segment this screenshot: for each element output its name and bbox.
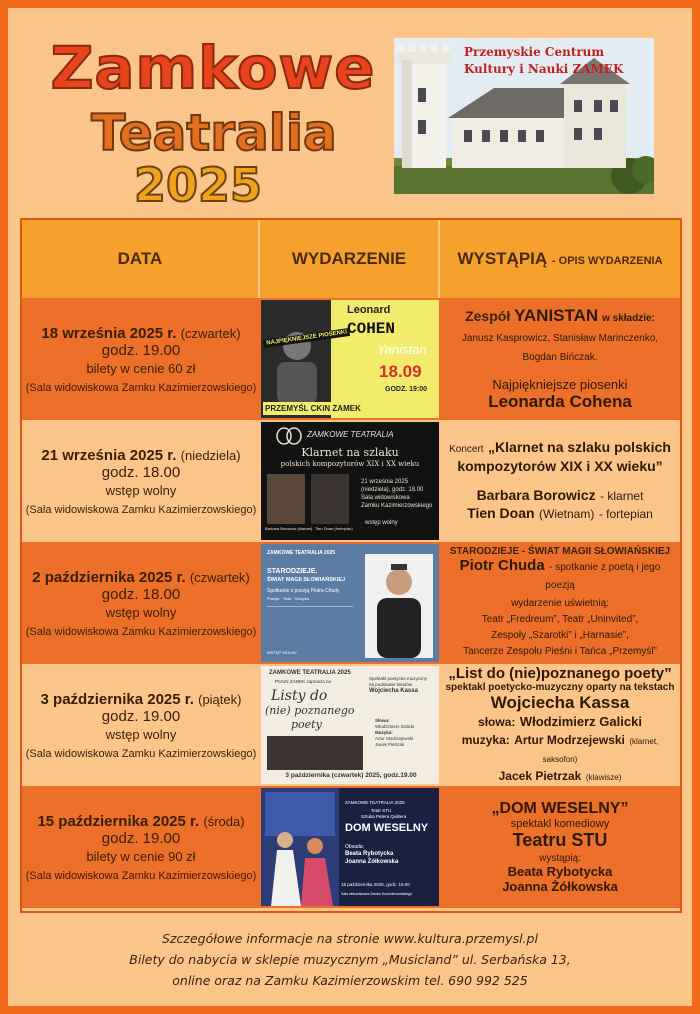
castle-photo — [394, 38, 654, 194]
desc-i: Jacek Pietrzak — [498, 769, 582, 783]
desc-b: „Klarnet na szlaku polskich kompozytorów XIX i XX wieku” — [457, 439, 671, 474]
poster-line3: poety — [291, 718, 322, 731]
event-time: godz. 19.00 — [101, 829, 181, 847]
poster-time: (niedziela), godz. 18.00 — [361, 487, 424, 493]
desc-c: Wojciecha Kassa — [490, 693, 630, 712]
header-performers — [440, 220, 680, 298]
event-venue: (Sala widowiskowa Zamku Kazimierzowskiego) — [25, 503, 257, 516]
poster-klarnet — [261, 422, 439, 540]
desc-f: Najpiękniejsze piosenki — [492, 377, 628, 392]
date-cell — [22, 664, 260, 786]
poster-entry: WSTĘP WOLNY — [267, 650, 297, 655]
poster-dom-weselny — [261, 788, 439, 906]
date-text: 15 października 2025 r. — [37, 812, 200, 830]
castle-caption-line-2: Kultury i Nauki ZAMEK — [464, 62, 624, 76]
poster-sub1: Teatr STU — [371, 808, 392, 813]
poster-footer: PRZEMYŚL CKiN ZAMEK — [263, 402, 373, 415]
desc-c: w składzie: — [602, 313, 655, 324]
desc-g: - fortepian — [598, 507, 653, 521]
theatre-masks-icon — [275, 426, 303, 446]
desc-f: Joanna Żółkowska — [502, 879, 618, 894]
desc-b: Piotr Chuda — [459, 557, 545, 574]
desc-e: Włodzimierz Galicki — [519, 714, 642, 729]
event-date — [41, 447, 240, 464]
desc-d: Janusz Kasprowicz, Stanisław Marinczenko, — [461, 333, 659, 344]
desc-e: Beata Rybotycka — [507, 864, 613, 879]
header-performers-label: WYSTĄPIĄ — [457, 248, 548, 268]
event-venue: (Sala widowiskowa Zamku Kazimierzowskiego) — [25, 869, 257, 882]
poster-line3: Yanistan — [377, 342, 427, 357]
poster-line1: STARODZIEJE. — [267, 568, 318, 575]
poster-venue1: Sala widowiskowa — [361, 495, 410, 501]
poster-starodzieje — [261, 544, 439, 662]
desc-g: Tancerze Zespołu Pieśni i Tańca „Przemyśl” — [463, 646, 657, 657]
event-poster-cell — [260, 420, 440, 542]
event-date — [41, 691, 242, 708]
castle-caption-line-1: Przemyskie Centrum — [464, 45, 605, 59]
poster-s4: Artur Modrzejewski — [375, 736, 414, 741]
poet-silhouette — [365, 554, 433, 658]
desc-c: - spotkanie z poetą i jego poezją — [545, 562, 661, 591]
desc-a: Koncert — [449, 444, 484, 455]
footer-info — [8, 928, 692, 991]
event-price: wstęp wolny — [105, 482, 177, 498]
desc-poet-line — [444, 557, 676, 593]
poster-s5: Jacek Pietrzak — [375, 742, 405, 747]
poster-head: ZAMKOWE TEATRALIA 2025 — [267, 550, 336, 556]
desc-music — [444, 731, 676, 767]
description-cell — [440, 298, 680, 420]
date-text: 18 września 2025 r. — [41, 324, 177, 342]
poster-head: ZAMKOWE TEATRALIA 2025 — [345, 800, 405, 805]
title-line-1: Zamkowe — [50, 34, 376, 102]
event-poster-cell — [260, 298, 440, 420]
desc-a: STARODZIEJE - ŚWIAT MAGII SŁOWIAŃSKIEJ — [449, 546, 671, 557]
poster-venue2: Zamku Kazimierzowskiego — [361, 503, 433, 509]
desc-words — [478, 713, 642, 731]
desc-d: wydarzenie uświetnią: — [511, 598, 609, 609]
poster-badge: NAJPIĘKNIEJSZE PIOSENKI — [263, 328, 351, 348]
weekday-text: (piątek) — [198, 691, 242, 707]
poster-date: 21 września 2025 — [361, 479, 409, 485]
date-text: 21 września 2025 r. — [41, 446, 177, 464]
poster-line1: Leonard — [347, 304, 391, 316]
poster-actress-1: Beata Rybotycka — [345, 851, 394, 857]
footer-line-2: Bilety do nabycia w sklepie muzycznym „Musicland” ul. Serbańska 13, — [129, 952, 571, 967]
poster-s2: Włodzimierz Galicki — [375, 724, 415, 729]
performer-photo-2 — [311, 474, 349, 524]
event-price: wstęp wolny — [105, 726, 177, 742]
description-cell — [440, 420, 680, 542]
event-venue: (Sala widowiskowa Zamku Kazimierzowskiego) — [25, 381, 257, 394]
event-time: godz. 19.00 — [101, 707, 181, 725]
poster-credits — [375, 718, 414, 748]
footer-line-1: Szczegółowe informacje na stronie www.kultura.przemysl.pl — [162, 931, 538, 946]
table-row — [22, 298, 680, 420]
poster-line4: Poezja · Teatr · Muzyka — [267, 596, 309, 601]
event-date — [41, 325, 240, 342]
description-cell — [440, 786, 680, 908]
poster-time: GODZ. 19:00 — [385, 386, 428, 393]
desc-a: „List do (nie)poznanego poety” — [448, 665, 672, 682]
date-cell — [22, 420, 260, 542]
desc-e: Tien Doan — [467, 505, 535, 521]
desc-f: muzyka: — [461, 733, 510, 747]
event-poster-cell — [260, 542, 440, 664]
desc-b: spektakl poetycko-muzyczny oparty na tekstach — [445, 682, 675, 693]
poster-line2: polskich kompozytorów XIX i XX wieku — [280, 460, 420, 468]
poster-stage-photo — [267, 736, 363, 770]
event-poster-cell — [260, 664, 440, 786]
poster-cap2: Tien Doan (fortepian) — [315, 526, 353, 531]
poster-right — [369, 676, 427, 694]
poster-line2: (nie) poznanego — [265, 704, 355, 717]
date-cell — [22, 542, 260, 664]
desc-b: YANISTAN — [514, 306, 599, 325]
desc-g: Leonarda Cohena — [488, 392, 632, 411]
title-line-3: 2025 — [133, 158, 263, 212]
event-poster-cell — [260, 786, 440, 908]
desc-e: Teatr „Fredreum”, Teatr „Uninvited”, — [481, 614, 639, 625]
desc-h: (klarnet, saksofon) — [542, 737, 659, 764]
desc-f: (Wietnam) — [539, 507, 595, 521]
footer-line-3: online oraz na Zamku Kazimierzowskim tel. 690 992 525 — [172, 973, 528, 988]
event-date — [37, 813, 244, 830]
poster-line3: Spotkanie z poezją Piotra Chudy — [267, 588, 340, 594]
poster-page — [8, 8, 692, 1006]
header-performers-sub: - OPIS WYDARZENIA — [551, 254, 663, 267]
table-row — [22, 542, 680, 664]
poster-sub2: Sztuka Petera Quiltera — [361, 814, 407, 819]
event-price: wstęp wolny — [105, 604, 177, 620]
event-price: bilety w cenie 60 zł — [86, 360, 196, 376]
poster-entry: wstęp wolny — [365, 520, 398, 526]
festival-title — [8, 8, 408, 223]
poster-r3: Wojciecha Kassa — [369, 688, 418, 694]
title-line-2: Teatralia — [91, 104, 337, 162]
event-price: bilety w cenie 90 zł — [86, 848, 196, 864]
desc-performer-2 — [467, 505, 653, 523]
poster-date: 15 października 2025, godz. 19.00 — [341, 882, 410, 887]
poster-photo — [261, 788, 339, 906]
poster-listy — [261, 666, 439, 784]
table-header — [22, 220, 680, 298]
poster-head: ZAMKOWE TEATRALIA — [307, 430, 394, 439]
poster-s3: Muzyka: — [375, 730, 393, 735]
date-text: 2 października 2025 r. — [32, 568, 186, 586]
date-cell — [22, 298, 260, 420]
desc-title-line — [444, 439, 676, 475]
weekday-text: (środa) — [203, 813, 245, 829]
desc-g: Artur Modrzejewski — [514, 733, 625, 747]
desc-band-line — [465, 306, 655, 326]
poster-line1: Listy do — [271, 688, 328, 704]
weekday-text: (czwartek) — [180, 325, 241, 341]
poster-cap1: Barbara Borowicz (klarnet) — [265, 526, 313, 531]
desc-e: Bogdan Bińczak. — [522, 352, 598, 363]
poster-venue: Sala widowiskowa Zamku Kazimierzowskiego — [341, 892, 412, 896]
header-date: DATA — [22, 220, 260, 298]
date-cell — [22, 786, 260, 908]
table-row — [22, 664, 680, 786]
performer-photo-1 — [267, 474, 305, 524]
table-row — [22, 420, 680, 542]
weekday-text: (niedziela) — [180, 447, 241, 463]
poster-r2: na podstawie tekstów — [369, 682, 413, 687]
actresses-illustration — [261, 788, 339, 906]
event-time: godz. 18.00 — [101, 463, 181, 481]
desc-d: wystąpią: — [539, 853, 581, 864]
poster-title: DOM WESELNY — [345, 822, 429, 834]
poster-cast: Obsada: — [345, 844, 364, 850]
table-row — [22, 786, 680, 908]
weekday-text: (czwartek) — [189, 569, 250, 585]
desc-a: Zespół — [465, 308, 511, 324]
desc-d: słowa: — [478, 715, 516, 729]
header-event: WYDARZENIE — [260, 220, 440, 298]
event-time: godz. 19.00 — [101, 341, 181, 359]
desc-d: - klarnet — [600, 489, 644, 503]
poster-info — [361, 478, 432, 510]
desc-performer-1 — [477, 487, 644, 505]
date-text: 3 października 2025 r. — [40, 690, 194, 708]
poster-line2: COHEN — [347, 320, 396, 338]
poster-r1: Spektakl poetycko-muzyczny — [369, 676, 428, 681]
poster-cohen — [261, 300, 439, 418]
poster-date: 18.09 — [379, 362, 422, 381]
event-venue: (Sala widowiskowa Zamku Kazimierzowskiego) — [25, 625, 257, 638]
event-venue: (Sala widowiskowa Zamku Kazimierzowskiego) — [25, 747, 257, 760]
desc-j: (klawisze) — [585, 773, 622, 782]
poster-sub: PCKiN ZAMEK zaprasza na — [275, 679, 332, 684]
poster-actress-2: Joanna Żółkowska — [345, 859, 399, 865]
desc-c: Barbara Borowicz — [476, 487, 596, 503]
event-date — [32, 569, 250, 586]
events-table — [20, 218, 682, 913]
castle-caption — [464, 44, 652, 78]
description-cell — [440, 664, 680, 786]
desc-f: Zespoły „Szarotki” i „Harnasie”, — [491, 630, 629, 641]
poster-line2: ŚWIAT MAGII SŁOWIAŃSKIEJ — [267, 577, 346, 583]
poster-details — [267, 606, 353, 642]
description-cell — [440, 542, 680, 664]
poster-line1: Klarnet na szlaku — [301, 446, 399, 459]
desc-b: spektakl komediowy — [510, 818, 610, 830]
poster-head: ZAMKOWE TEATRALIA 2025 — [269, 670, 351, 676]
desc-keys — [499, 767, 622, 785]
poet-photo — [365, 554, 433, 658]
poster-footer: 3 października (czwartek) 2025, godz.19.00 — [285, 772, 417, 779]
desc-c: Teatru STU — [512, 830, 608, 850]
desc-a: „DOM WESELNY” — [491, 800, 629, 817]
event-time: godz. 18.00 — [101, 585, 181, 603]
poster-s1: Słowa: — [375, 718, 390, 723]
